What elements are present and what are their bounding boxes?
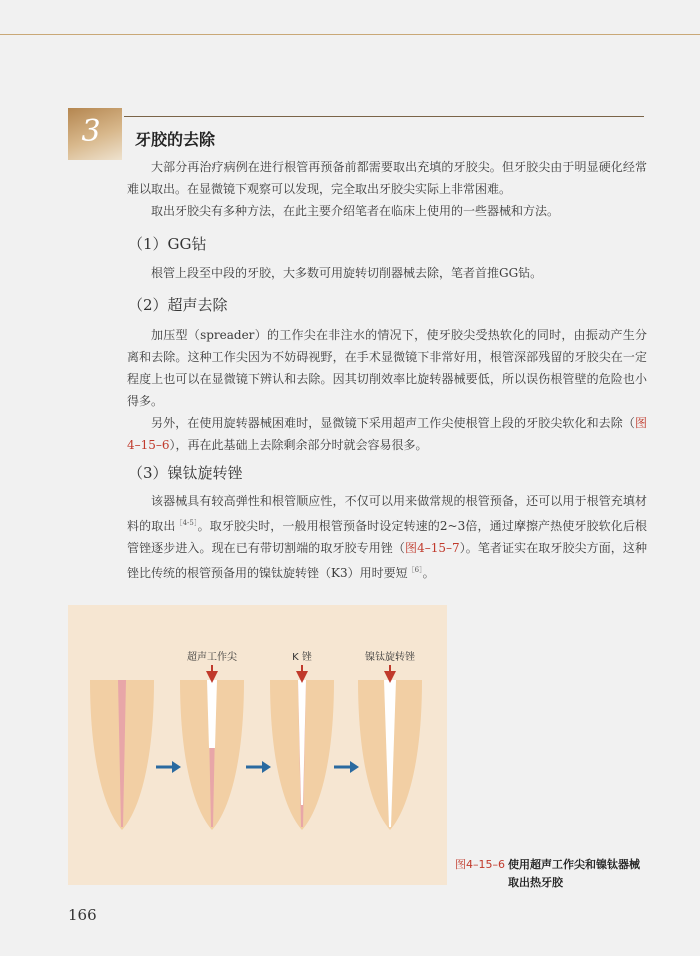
body-text: ）。笔者证实在取牙胶尖方面，这种锉比传统的根管预备用的镍钛旋转锉（K3）用时要短	[127, 541, 647, 580]
citation-4-5: ［4-5］	[175, 519, 198, 527]
body-text: 。取牙胶尖时，一般用根管预备时设定转速的2~3倍，通过摩擦产热使牙胶软化后根管锉逐步进入。现在已有带切割端的取牙胶专用锉（	[127, 519, 647, 555]
progress-arrow-2	[246, 761, 271, 773]
figure-reference-link[interactable]: 图4–15–7	[404, 541, 460, 555]
subsection-heading-ultrasonic: （2）超声去除	[128, 296, 228, 314]
subsection-2-body-2	[127, 412, 647, 456]
body-text: 。	[422, 566, 435, 580]
body-text: 另外，在使用旋转器械困难时，显微镜下采用超声工作尖使根管上段的牙胶尖软化和去除（	[151, 416, 635, 430]
body-text: ），再在此基础上去除剩余部分时就会容易很多。	[169, 438, 428, 452]
ultrasonic-tip-label: 超声工作尖	[187, 652, 237, 663]
figure-reference-link[interactable]: 图4–15–6	[127, 416, 647, 452]
figure-panel	[68, 605, 447, 885]
section-rule	[124, 116, 644, 117]
progress-arrow-3	[334, 761, 359, 773]
intro-paragraph-1: 大部分再治疗病例在进行根管再预备前都需要取出充填的牙胶尖。但牙胶尖由于明显硬化经常难以取出。在显微镜下观察可以发现，完全取出牙胶尖实际上非常困难。	[127, 160, 647, 196]
page-number: 166	[68, 906, 97, 924]
citation-6: ［6］	[407, 566, 423, 574]
body-text: 该器械具有较高弹性和根管顺应性，不仅可以用来做常规的根管预备，还可以用于根管充填材料的取出	[127, 494, 647, 533]
niti-file-label: 镍钛旋转锉	[365, 652, 415, 663]
subsection-2-body-1: 加压型（spreader）的工作尖在非注水的情况下，使牙胶尖受热软化的同时，由振动产生分离和去除。这种工作尖因为不妨碍视野，在手术显微镜下非常好用，根管深部残留的牙胶尖在一定程度上也可以在显微镜下辨认和去除。因其切削效率比旋转器械要低，所以误伤根管壁的危险也小得多。	[127, 328, 647, 408]
subsection-1-body: 根管上段至中段的牙胶，大多数可用旋转切削器械去除，笔者首推GG钻。	[151, 266, 543, 280]
niti-file-marker	[365, 650, 415, 677]
section-number-badge	[68, 108, 122, 160]
k-file-label: K 锉	[292, 652, 312, 663]
header-rule	[0, 34, 700, 35]
tooth-stage-1	[90, 680, 154, 830]
tooth-stage-4	[358, 680, 422, 830]
section-title: 牙胶的去除	[135, 130, 216, 149]
subsection-heading-niti-file: （3）镍钛旋转锉	[128, 464, 243, 482]
figure-caption-text: 使用超声工作尖和镍钛器械取出热牙胶	[508, 858, 640, 889]
section-number: 3	[81, 114, 101, 149]
figure-caption-number: 图4–15–6	[455, 858, 505, 871]
subsection-3-body	[127, 490, 647, 584]
tooth-diagram	[68, 605, 447, 885]
progress-arrow-1	[156, 761, 181, 773]
intro-paragraph-2: 取出牙胶尖有多种方法，在此主要介绍笔者在临床上使用的一些器械和方法。	[151, 204, 560, 218]
subsection-heading-gg-drill: （1）GG钻	[128, 235, 207, 253]
ultrasonic-tip-marker	[187, 650, 237, 677]
tooth-stage-3	[270, 680, 334, 830]
k-file-marker	[292, 650, 312, 677]
tooth-stage-2	[180, 680, 244, 830]
